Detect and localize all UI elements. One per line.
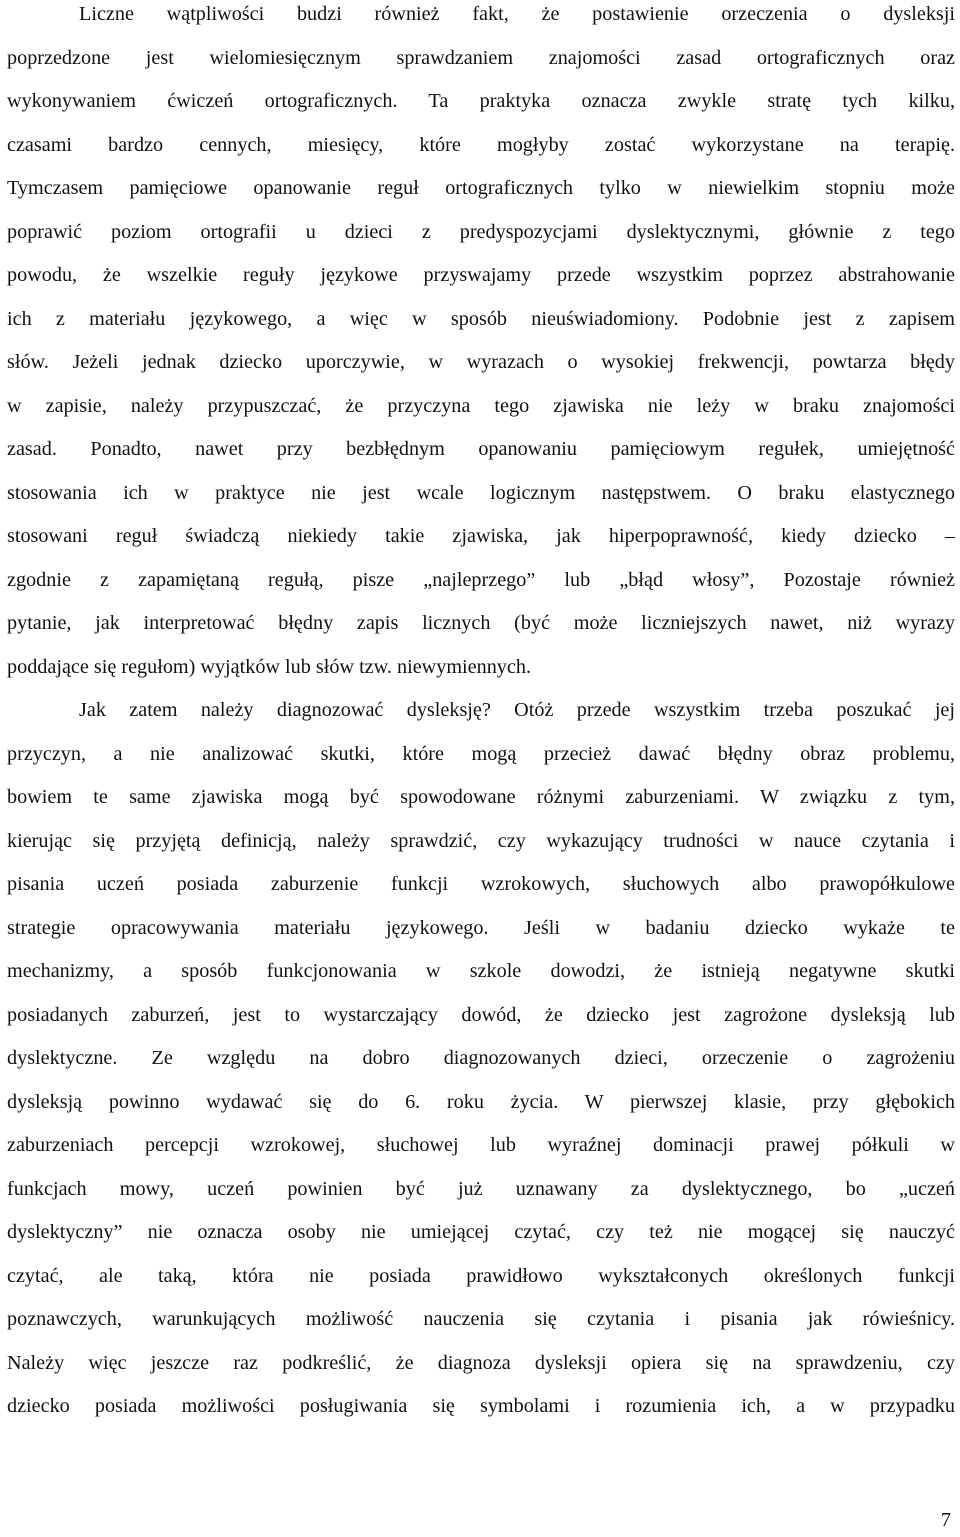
text-line: posiadanych zaburzeń, jest to wystarczający dowód, że dziecko jest zagrożone dysleksją lub [7,1003,955,1026]
text-line: stosowani reguł świadczą niekiedy takie zjawiska, jak hiperpoprawność, kiedy dziecko – [7,525,955,547]
text-line: poprzedzone jest wielomiesięcznym sprawdzaniem znajomości zasad ortograficznych oraz [7,46,955,69]
text-line: dysleksją powinno wydawać się do 6. roku życia. W pierwszej klasie, przy głębokich [7,1090,955,1113]
text-line: stosowania ich w praktyce nie jest wcale logicznym następstwem. O braku elastycznego [7,481,955,504]
text-line: Tymczasem pamięciowe opanowanie reguł ortograficznych tylko w niewielkim stopniu może [7,177,955,199]
text-line: dyslektyczne. Ze względu na dobro diagnozowanych dzieci, orzeczenie o zagrożeniu [7,1047,955,1069]
text-line: Liczne wątpliwości budzi również fakt, że postawienie orzeczenia o dysleksji [79,3,955,25]
text-line: przyczyn, a nie analizować skutki, które mogą przecież dawać błędny obraz problemu, [7,742,955,765]
text-line: wykonywaniem ćwiczeń ortograficznych. Ta praktyka oznacza zwykle stratę tych kilku, [7,90,955,112]
text-line: pisania uczeń posiada zaburzenie funkcji wzrokowych, słuchowych albo prawopółkulowe [7,873,955,895]
text-line: pytanie, jak interpretować błędny zapis licznych (być może liczniejszych nawet, niż wyrazy [7,612,955,634]
text-line: bowiem te same zjawiska mogą być spowodowane różnymi zaburzeniami. W związku z tym, [7,786,955,808]
text-line: dziecko posiada możliwości posługiwania się symbolami i rozumienia ich, a w przypadku [7,1395,955,1417]
text-line: czasami bardzo cennych, miesięcy, które mogłyby zostać wykorzystane na terapię. [7,133,955,156]
text-line: słów. Jeżeli jednak dziecko uporczywie, w wyrazach o wysokiej frekwencji, powtarza błędy [7,351,955,373]
text-line: poznawczych, warunkujących możliwość nauczenia się czytania i pisania jak rówieśnicy. [7,1308,955,1330]
text-line: kierując się przyjętą definicją, należy sprawdzić, czy wykazujący trudności w nauce czytania i [7,829,955,852]
text-line: zgodnie z zapamiętaną regułą, pisze „najleprzego” lub „błąd włosy”, Pozostaje również [7,568,955,591]
text-line: czytać, ale taką, która nie posiada prawidłowo wykształconych określonych funkcji [7,1264,955,1287]
text-line: Należy więc jeszcze raz podkreślić, że diagnoza dysleksji opiera się na sprawdzeniu, czy [7,1351,955,1374]
text-line: ich z materiału językowego, a więc w sposób nieuświadomiony. Podobnie jest z zapisem [7,307,955,330]
body-text [7,0,955,1429]
text-line: zaburzeniach percepcji wzrokowej, słuchowej lub wyraźnej dominacji prawej półkuli w [7,1134,955,1156]
text-line: powodu, że wszelkie reguły językowe przyswajamy przede wszystkim poprzez abstrahowanie [7,264,955,286]
text-line: poddające się regułom) wyjątków lub słów tzw. niewymiennych. [7,655,531,678]
text-line: dyslektyczny” nie oznacza osoby nie umiejącej czytać, czy też nie mogącej się nauczyć [7,1221,955,1243]
text-line: Jak zatem należy diagnozować dysleksję? Otóż przede wszystkim trzeba poszukać jej [79,699,955,721]
text-line: w zapisie, należy przypuszczać, że przyczyna tego zjawiska nie leży w braku znajomości [7,394,955,417]
text-line: funkcjach mowy, uczeń powinien być już uznawany za dyslektycznego, bo „uczeń [7,1177,955,1200]
text-line: zasad. Ponadto, nawet przy bezbłędnym opanowaniu pamięciowym regułek, umiejętność [7,438,955,460]
text-line: poprawić poziom ortografii u dzieci z predyspozycjami dyslektycznymi, głównie z tego [7,220,955,243]
text-line: strategie opracowywania materiału językowego. Jeśli w badaniu dziecko wykaże te [7,916,955,939]
text-line: mechanizmy, a sposób funkcjonowania w szkole dowodzi, że istnieją negatywne skutki [7,960,955,982]
page-number: 7 [940,1509,951,1531]
